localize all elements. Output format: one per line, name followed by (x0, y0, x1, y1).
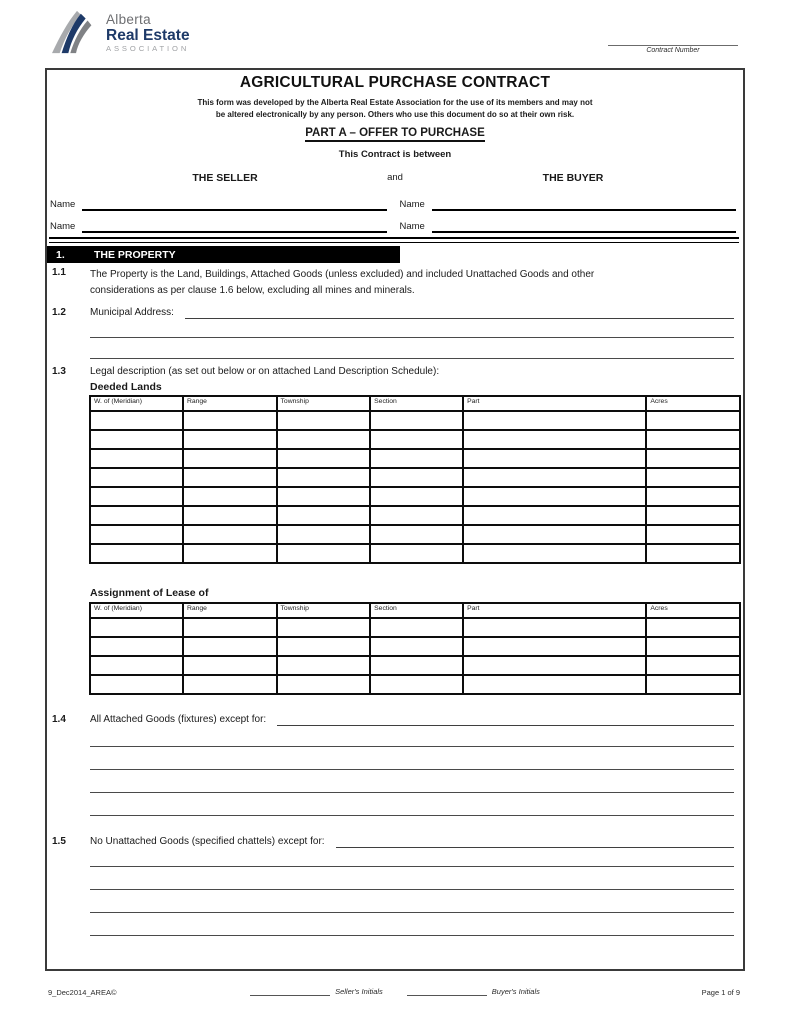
lease-row-cell[interactable] (646, 618, 740, 637)
unattached-goods-line-3[interactable] (90, 889, 734, 890)
deeded-lands-row-cell[interactable] (463, 544, 646, 563)
parties-heading-row (47, 172, 743, 186)
clause-1-2 (52, 306, 734, 319)
seller-name-2-label: Name (50, 221, 76, 232)
deeded-lands-row (90, 430, 740, 449)
lease-row-cell[interactable] (90, 618, 183, 637)
lease-row-cell[interactable] (370, 675, 463, 694)
lease-row-cell[interactable] (90, 675, 183, 694)
deeded-lands-heading: Deeded Lands (90, 381, 162, 393)
deeded-lands-row-cell[interactable] (370, 468, 463, 487)
section-1-number: 1. (56, 248, 65, 261)
col-part: Part (463, 603, 646, 618)
form-title: AGRICULTURAL PURCHASE CONTRACT (239, 74, 551, 91)
col-range: Range (183, 603, 277, 618)
deeded-lands-row-cell[interactable] (183, 411, 277, 430)
unattached-goods-line-2[interactable] (90, 866, 734, 867)
deeded-lands-row-cell[interactable] (183, 430, 277, 449)
deeded-lands-row-cell[interactable] (277, 544, 371, 563)
buyer-name-1 (400, 196, 737, 211)
deeded-lands-row-cell[interactable] (183, 525, 277, 544)
contract-between-label: This Contract is between (338, 149, 452, 160)
deeded-lands-row (90, 449, 740, 468)
attached-goods-line-5[interactable] (90, 815, 734, 816)
deeded-lands-row-cell[interactable] (277, 430, 371, 449)
disclaimer-line-1: This form was developed by the Alberta Real Estate Association for the use of its members and may not (197, 98, 593, 107)
deeded-lands-row-cell[interactable] (277, 506, 371, 525)
deeded-lands-row (90, 468, 740, 487)
clause-1-5 (52, 835, 734, 848)
lease-row (90, 618, 740, 637)
deeded-lands-row-cell[interactable] (183, 544, 277, 563)
clause-1-1 (52, 267, 734, 298)
col-acres: Acres (646, 396, 740, 411)
attached-goods-field[interactable] (277, 713, 734, 726)
seller-heading: THE SELLER (192, 172, 258, 184)
seller-name-1 (50, 196, 387, 211)
part-a-heading-row (47, 123, 743, 142)
deeded-lands-row-cell[interactable] (463, 525, 646, 544)
buyers-initials-label: Buyer's Initials (491, 987, 540, 996)
area-logo (52, 8, 190, 61)
form-disclaimer (47, 97, 743, 121)
lease-row-cell[interactable] (463, 637, 646, 656)
attached-goods-line-4[interactable] (90, 792, 734, 793)
lease-row (90, 675, 740, 694)
lease-row-cell[interactable] (646, 656, 740, 675)
deeded-lands-row-cell[interactable] (277, 468, 371, 487)
name-row-1 (50, 196, 736, 211)
deeded-lands-row-cell[interactable] (277, 411, 371, 430)
deeded-lands-row-cell[interactable] (646, 544, 740, 563)
deeded-lands-row-cell[interactable] (183, 449, 277, 468)
deeded-lands-row (90, 525, 740, 544)
clause-1-5-number: 1.5 (52, 836, 66, 847)
lease-row-cell[interactable] (463, 656, 646, 675)
deeded-lands-row-cell[interactable] (463, 449, 646, 468)
clause-1-3-label: Legal description (as set out below or on attached Land Description Schedule): (90, 366, 440, 377)
deeded-lands-row-cell[interactable] (90, 487, 183, 506)
assignment-of-lease-table (89, 602, 741, 695)
buyer-name-2-label: Name (399, 221, 425, 232)
attached-goods-line-3[interactable] (90, 769, 734, 770)
part-a-heading: PART A – OFFER TO PURCHASE (305, 127, 485, 142)
deeded-lands-row-cell[interactable] (90, 506, 183, 525)
municipal-address-line-3[interactable] (90, 358, 734, 359)
logo-swoosh-icon (52, 8, 102, 61)
col-section: Section (370, 603, 463, 618)
lease-row-cell[interactable] (183, 675, 277, 694)
lease-row-cell[interactable] (277, 656, 371, 675)
col-meridian: W. of (Meridian) (90, 396, 183, 411)
seller-name-2-field[interactable] (82, 218, 386, 233)
municipal-address-line-2[interactable] (90, 337, 734, 338)
deeded-lands-row-cell[interactable] (277, 525, 371, 544)
lease-row-cell[interactable] (370, 637, 463, 656)
col-range: Range (183, 396, 277, 411)
lease-row-cell[interactable] (183, 618, 277, 637)
clause-1-3 (52, 366, 734, 378)
deeded-lands-row-cell[interactable] (370, 449, 463, 468)
clause-1-1-number: 1.1 (52, 267, 66, 278)
clause-1-2-label: Municipal Address: (90, 307, 174, 318)
form-page-border (45, 68, 745, 971)
deeded-lands-row-cell[interactable] (370, 411, 463, 430)
clause-1-4-number: 1.4 (52, 714, 66, 725)
buyer-name-2-field[interactable] (432, 218, 736, 233)
deeded-lands-row-cell[interactable] (463, 487, 646, 506)
deeded-lands-row-cell[interactable] (277, 449, 371, 468)
logo-word-real-estate: Real Estate (106, 26, 190, 44)
deeded-lands-row-cell[interactable] (90, 525, 183, 544)
municipal-address-field[interactable] (185, 306, 734, 319)
deeded-lands-row-cell[interactable] (646, 525, 740, 544)
deeded-lands-row-cell[interactable] (370, 487, 463, 506)
deeded-lands-row (90, 411, 740, 430)
unattached-goods-line-5[interactable] (90, 935, 734, 936)
page-number: Page 1 of 9 (701, 988, 740, 997)
clause-1-3-number: 1.3 (52, 366, 66, 377)
lease-row-cell[interactable] (370, 656, 463, 675)
buyer-name-1-label: Name (399, 199, 425, 210)
form-code: 9_Dec2014_AREA© (48, 988, 117, 997)
deeded-lands-row-cell[interactable] (463, 506, 646, 525)
contract-number-field[interactable] (608, 34, 738, 46)
attached-goods-line-2[interactable] (90, 746, 734, 747)
deeded-lands-row-cell[interactable] (183, 468, 277, 487)
lease-row-cell[interactable] (90, 656, 183, 675)
deeded-lands-row-cell[interactable] (646, 506, 740, 525)
deeded-lands-row-cell[interactable] (370, 430, 463, 449)
col-part: Part (463, 396, 646, 411)
deeded-lands-row (90, 506, 740, 525)
lease-row-cell[interactable] (646, 637, 740, 656)
initials-block (0, 984, 790, 996)
lease-row-cell[interactable] (277, 637, 371, 656)
deeded-lands-row-cell[interactable] (646, 430, 740, 449)
lease-row-cell[interactable] (463, 618, 646, 637)
deeded-lands-row-cell[interactable] (90, 449, 183, 468)
deeded-lands-table (89, 395, 741, 564)
col-township: Township (277, 396, 371, 411)
col-township: Township (277, 603, 371, 618)
lease-row-cell[interactable] (277, 618, 371, 637)
col-meridian: W. of (Meridian) (90, 603, 183, 618)
section-1-header-bar (47, 246, 400, 263)
lease-header-row (90, 603, 740, 618)
seller-name-1-label: Name (50, 199, 76, 210)
section-divider-rule (49, 237, 739, 243)
unattached-goods-line-4[interactable] (90, 912, 734, 913)
deeded-lands-row-cell[interactable] (90, 544, 183, 563)
col-section: Section (370, 396, 463, 411)
col-acres: Acres (646, 603, 740, 618)
seller-name-1-field[interactable] (82, 196, 386, 211)
clause-1-5-label: No Unattached Goods (specified chattels) except for: (90, 836, 325, 847)
deeded-lands-row-cell[interactable] (370, 506, 463, 525)
clause-1-4-label: All Attached Goods (fixtures) except for: (90, 714, 267, 725)
lease-row-cell[interactable] (183, 637, 277, 656)
deeded-lands-row-cell[interactable] (463, 430, 646, 449)
lease-row-cell[interactable] (277, 675, 371, 694)
lease-row-cell[interactable] (370, 618, 463, 637)
disclaimer-line-2: be altered electronically by any person. Others who use this document do so at their own risk. (215, 110, 575, 119)
deeded-lands-row-cell[interactable] (183, 487, 277, 506)
deeded-lands-row-cell[interactable] (90, 411, 183, 430)
unattached-goods-field[interactable] (336, 835, 734, 848)
deeded-lands-row-cell[interactable] (277, 487, 371, 506)
lease-row-cell[interactable] (183, 656, 277, 675)
deeded-lands-row-cell[interactable] (90, 468, 183, 487)
lease-row (90, 656, 740, 675)
assignment-of-lease-heading: Assignment of Lease of (90, 587, 209, 599)
logo-word-alberta: Alberta (106, 12, 151, 27)
deeded-lands-row-cell[interactable] (646, 411, 740, 430)
deeded-lands-row-cell[interactable] (463, 411, 646, 430)
sellers-initials-field[interactable] (250, 984, 330, 996)
seller-name-2 (50, 218, 387, 233)
section-1-title: THE PROPERTY (94, 248, 176, 261)
clause-1-1-text: The Property is the Land, Buildings, Attached Goods (unless excluded) and included Unattached Goods and other considerations as per clause 1.6 below, excluding all mines and minerals. (90, 269, 595, 296)
clause-1-2-number: 1.2 (52, 307, 66, 318)
deeded-lands-row-cell[interactable] (370, 525, 463, 544)
clause-1-4 (52, 713, 734, 726)
deeded-lands-header-row (90, 396, 740, 411)
deeded-lands-row-cell[interactable] (183, 506, 277, 525)
name-row-2 (50, 218, 736, 233)
deeded-lands-row-cell[interactable] (646, 449, 740, 468)
lease-row-cell[interactable] (463, 675, 646, 694)
buyer-name-2 (400, 218, 737, 233)
deeded-lands-row-cell[interactable] (90, 430, 183, 449)
lease-row-cell[interactable] (646, 675, 740, 694)
buyers-initials-field[interactable] (407, 984, 487, 996)
lease-row-cell[interactable] (90, 637, 183, 656)
sellers-initials-label: Seller's Initials (335, 987, 383, 996)
deeded-lands-row-cell[interactable] (646, 487, 740, 506)
deeded-lands-row-cell[interactable] (370, 544, 463, 563)
deeded-lands-row-cell[interactable] (463, 468, 646, 487)
logo-word-association: ASSOCIATION (106, 44, 190, 53)
and-label: and (387, 172, 403, 183)
contract-number-label: Contract Number (646, 47, 700, 54)
deeded-lands-row (90, 544, 740, 563)
contract-number-block (608, 34, 738, 54)
buyer-name-1-field[interactable] (432, 196, 736, 211)
lease-row (90, 637, 740, 656)
deeded-lands-row-cell[interactable] (646, 468, 740, 487)
deeded-lands-row (90, 487, 740, 506)
buyer-heading: THE BUYER (542, 172, 604, 184)
